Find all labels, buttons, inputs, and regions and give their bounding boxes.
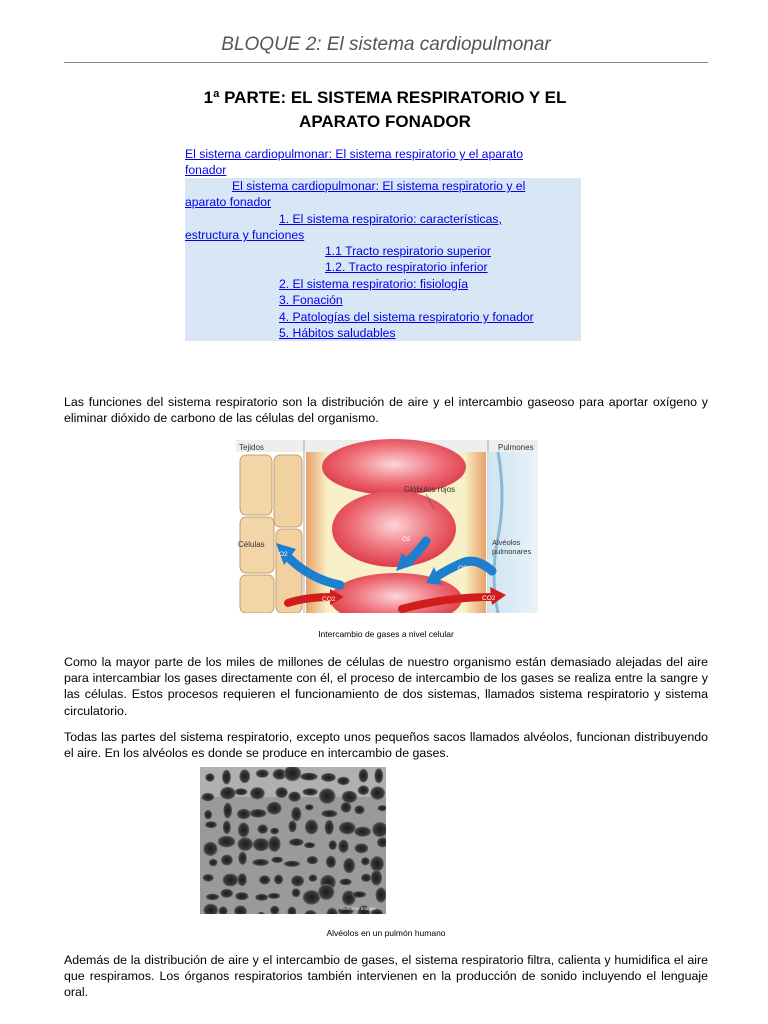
toc-link-item-3[interactable]: 3. Fonación — [279, 293, 343, 307]
alveolus — [302, 788, 317, 795]
alveolus — [305, 820, 318, 835]
alveolus — [318, 884, 334, 900]
label-o2: O2 — [402, 536, 411, 543]
toc-heading — [185, 146, 555, 178]
toc-link-main[interactable]: El sistema cardiopulmonar: El sistema respiratorio y el — [232, 179, 526, 193]
label-celulas: Células — [238, 540, 265, 549]
alveolus — [341, 802, 352, 813]
image-credit: Wellcome Images — [340, 906, 376, 911]
alveolus — [321, 773, 336, 782]
toc-link-item-1[interactable]: 1. El sistema respiratorio: características, — [279, 212, 502, 226]
label-pulmones: Pulmones — [498, 443, 534, 452]
alveolus — [252, 859, 269, 866]
alveolus — [339, 822, 356, 835]
alveolus — [203, 842, 217, 856]
alveolus — [259, 875, 270, 884]
alveolus — [223, 803, 232, 819]
alveolus — [358, 785, 369, 795]
label-tejidos: Tejidos — [239, 443, 264, 452]
alveolus — [255, 894, 268, 901]
label-o2: O2 — [458, 565, 467, 572]
alveolus — [250, 787, 265, 799]
alveolus — [359, 769, 369, 783]
alveolus — [300, 773, 318, 781]
alveolus — [305, 804, 314, 810]
alveolus — [337, 777, 349, 785]
label-pulmonares: pulmonares — [492, 547, 532, 556]
label-globulos: Glóbulos rojos — [404, 485, 456, 494]
document-title — [150, 86, 620, 134]
alveolus — [238, 822, 249, 837]
alveolus — [205, 773, 214, 781]
alveolus — [291, 875, 304, 886]
alveolus — [238, 852, 247, 865]
alveolus — [304, 842, 315, 848]
toc-link-cardiopulmonar[interactable]: El sistema cardiopulmonar: El sistema respiratorio y el aparato fonador — [185, 147, 524, 177]
alveolus — [239, 769, 250, 783]
page-header: BLOQUE 2: El sistema cardiopulmonar — [221, 34, 551, 55]
alveolus — [220, 889, 233, 898]
toc-link-item-1-2[interactable]: 1.2. Tracto respiratorio inferior — [325, 260, 488, 274]
alveolus — [289, 838, 304, 846]
alveolus — [321, 810, 337, 817]
alveolus — [205, 821, 217, 828]
alveolus — [342, 791, 357, 803]
red-blood-cell — [332, 491, 456, 567]
alveolus — [288, 820, 296, 832]
alveolus — [270, 828, 279, 835]
alveolus — [222, 874, 238, 887]
paragraph-additional-functions: Además de la distribución de aire y el intercambio de gases, el sistema respiratorio filtra, calienta y humidifica el aire que respiramos. Los órganos respiratorios también intervienen en la producción de sonido incluyendo el lenguaje oral. — [64, 953, 708, 1000]
figure-caption-gas-exchange: Intercambio de gases a nivel celular — [318, 629, 454, 639]
alveoli-micrograph — [200, 767, 386, 914]
alveolus — [339, 879, 351, 886]
alveolus — [329, 840, 337, 850]
paragraph-functions: Las funciones del sistema respiratorio son la distribución de aire y el intercambio gaseoso para aportar oxígeno y eliminar dióxido de carbono de las células del organismo. — [64, 395, 708, 426]
alveolus — [206, 894, 219, 901]
alveolus — [326, 856, 336, 868]
toc-link-item-1-cont[interactable]: estructura y funciones — [185, 228, 305, 242]
alveolus — [354, 843, 368, 853]
header-divider — [64, 62, 708, 63]
alveolus — [222, 770, 231, 785]
alveolus — [237, 837, 253, 851]
title-line-2: APARATO FONADOR — [299, 112, 471, 131]
alveolus — [370, 856, 384, 872]
toc-link-item-2[interactable]: 2. El sistema respiratorio: fisiología — [279, 277, 468, 291]
alveolus — [275, 787, 287, 798]
toc-link-item-4[interactable]: 4. Patologías del sistema respiratorio y fonador — [279, 310, 534, 324]
alveolus — [292, 888, 301, 897]
label-o2: O2 — [279, 551, 288, 558]
alveolus — [257, 824, 268, 834]
alveolus — [307, 856, 318, 864]
paragraph-gas-exchange: Como la mayor parte de los miles de millones de células de nuestro organismo están demasiado alejadas del aire para intercambiar los gases directamente con él, el proceso de intercambio de los gases se realiza entre la sangre y las células. Estos procesos requieren el funcionamiento de dos sistemas, llamados sistema respiratorio y sistema circulatorio. — [64, 655, 708, 718]
tissue-cell — [240, 455, 272, 515]
alveolus — [235, 788, 248, 795]
alveolus — [204, 810, 212, 820]
alveolus — [221, 855, 233, 866]
title-line-1: 1ª PARTE: EL SISTEMA RESPIRATORIO Y EL — [203, 88, 567, 107]
figure-caption-alveoli: Alvéolos en un pulmón humano — [326, 928, 446, 938]
alveolus — [303, 890, 321, 905]
alveolus — [267, 802, 282, 815]
alveolus — [203, 874, 214, 882]
alveolus — [274, 875, 283, 885]
label-co2: CO2 — [322, 596, 336, 603]
alveolus — [354, 827, 371, 837]
toc-link-main-cont[interactable]: aparato fonador — [185, 195, 272, 209]
toc-link-item-1-1[interactable]: 1.1 Tracto respiratorio superior — [325, 244, 491, 258]
alveolus — [374, 768, 383, 783]
paragraph-alveoli: Todas las partes del sistema respiratorio, excepto unos pequeños sacos llamados alvéolos, funcionan distribuyendo el aire. En los alvéolos es donde se produce en intercambio de gases. — [64, 730, 708, 761]
alveolus — [288, 792, 301, 802]
alveolus — [325, 820, 334, 835]
alveolus — [268, 836, 281, 852]
tissue-cell — [274, 455, 302, 527]
alveolus — [237, 809, 251, 820]
label-co2: CO2 — [482, 595, 496, 602]
alveolus — [284, 861, 301, 867]
alveolus — [352, 891, 366, 898]
alveolus — [253, 838, 270, 851]
alveolus — [202, 793, 215, 801]
alveolus — [354, 805, 364, 814]
alveolus — [376, 887, 387, 902]
alveolus — [291, 807, 301, 821]
alveolus — [223, 821, 231, 835]
alveolus — [343, 858, 355, 873]
alveolus — [238, 873, 247, 886]
alveolus — [268, 893, 281, 899]
tissue-cell — [240, 575, 274, 613]
table-of-contents — [185, 178, 581, 341]
alveolus — [250, 809, 267, 818]
alveolus — [309, 874, 318, 881]
toc-link-item-5[interactable]: 5. Hábitos saludables — [279, 326, 396, 340]
alveolus — [220, 787, 236, 800]
alveolus — [271, 857, 283, 863]
alveolus — [338, 840, 348, 853]
alveolus — [319, 788, 336, 804]
alveolus — [361, 874, 371, 882]
alveolus — [371, 870, 382, 886]
alveolus — [209, 859, 218, 867]
alveolus — [218, 836, 236, 848]
alveolus — [370, 786, 385, 799]
label-alveolos: Alvéolos — [492, 538, 521, 547]
alveolus — [256, 769, 269, 777]
alveolus — [235, 892, 249, 900]
alveolus — [361, 857, 370, 865]
gas-exchange-figure — [236, 437, 538, 613]
